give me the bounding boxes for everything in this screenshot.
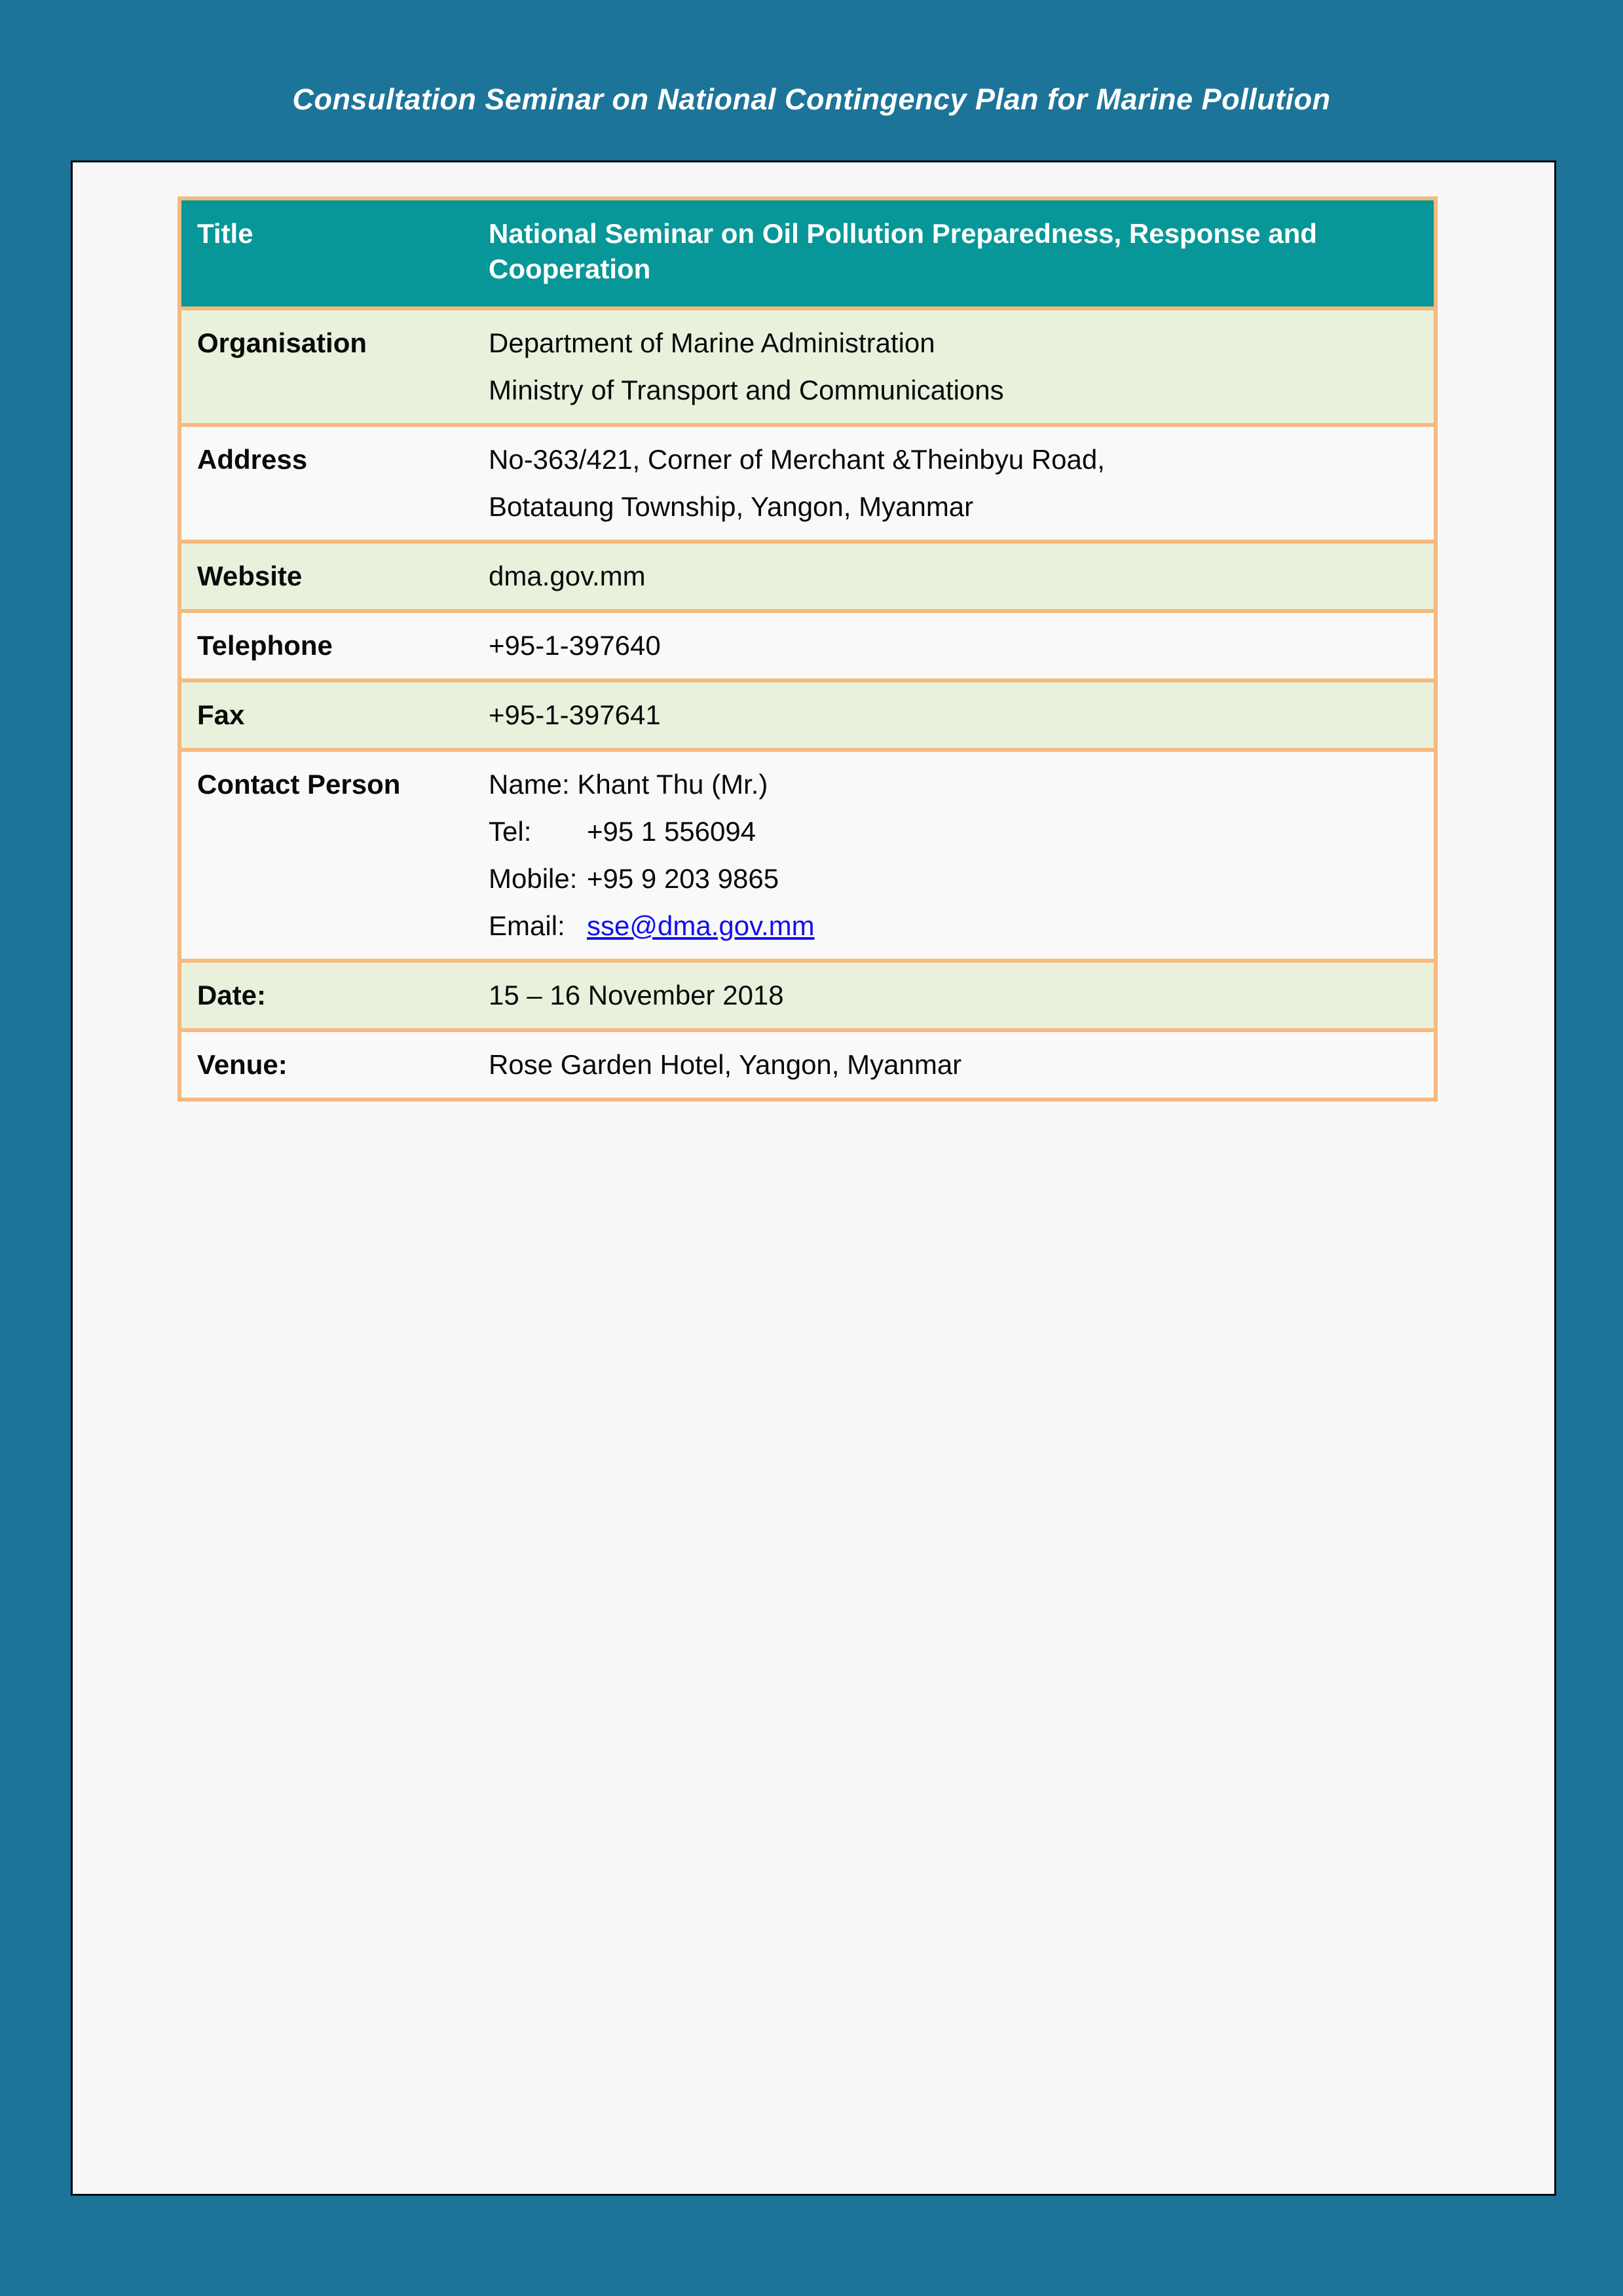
row-value-website: dma.gov.mm bbox=[489, 542, 1436, 611]
row-label-venue: Venue: bbox=[179, 1030, 489, 1100]
row-value-contact-person bbox=[489, 750, 1436, 961]
seminar-info-table bbox=[177, 196, 1438, 1102]
table-row-date bbox=[179, 961, 1436, 1030]
contact-tel-line bbox=[489, 808, 1415, 855]
contact-mobile-value: +95 9 203 9865 bbox=[587, 863, 779, 894]
organisation-line-1: Department of Marine Administration bbox=[489, 327, 935, 358]
table-row-contact-person bbox=[179, 750, 1436, 961]
row-label-telephone: Telephone bbox=[179, 611, 489, 680]
table-row-title bbox=[179, 198, 1436, 308]
row-value-telephone: +95-1-397640 bbox=[489, 611, 1436, 680]
row-label-title: Title bbox=[179, 198, 489, 308]
organisation-line-2: Ministry of Transport and Communications bbox=[489, 375, 1004, 405]
table-row-telephone bbox=[179, 611, 1436, 680]
table-row-address bbox=[179, 425, 1436, 542]
contact-mobile-label: Mobile: bbox=[489, 863, 578, 894]
contact-tel-label: Tel: bbox=[489, 816, 532, 847]
title-line-1: National Seminar on Oil Pollution Preparedness, Response and bbox=[489, 218, 1317, 249]
contact-email-line bbox=[489, 902, 1415, 950]
table-row-website bbox=[179, 542, 1436, 611]
table-row-fax bbox=[179, 680, 1436, 750]
contact-name-line: Name: Khant Thu (Mr.) bbox=[489, 769, 768, 800]
row-value-date: 15 – 16 November 2018 bbox=[489, 961, 1436, 1030]
row-value-address bbox=[489, 425, 1436, 542]
contact-email-label: Email: bbox=[489, 910, 565, 941]
document-page bbox=[71, 160, 1556, 2196]
row-value-organisation bbox=[489, 308, 1436, 425]
row-label-website: Website bbox=[179, 542, 489, 611]
email-link[interactable]: sse@dma.gov.mm bbox=[587, 910, 815, 941]
banner-title: Consultation Seminar on National Contingency Plan for Marine Pollution bbox=[292, 83, 1331, 116]
table-row-venue bbox=[179, 1030, 1436, 1100]
contact-tel-value: +95 1 556094 bbox=[587, 816, 756, 847]
title-line-2: Cooperation bbox=[489, 253, 651, 284]
row-value-venue: Rose Garden Hotel, Yangon, Myanmar bbox=[489, 1030, 1436, 1100]
address-line-2: Botataung Township, Yangon, Myanmar bbox=[489, 491, 974, 522]
row-value-title bbox=[489, 198, 1436, 308]
table-row-organisation bbox=[179, 308, 1436, 425]
row-label-organisation: Organisation bbox=[179, 308, 489, 425]
contact-mobile-line bbox=[489, 855, 1415, 902]
row-label-contact-person: Contact Person bbox=[179, 750, 489, 961]
row-value-fax: +95-1-397641 bbox=[489, 680, 1436, 750]
row-label-address: Address bbox=[179, 425, 489, 542]
row-label-date: Date: bbox=[179, 961, 489, 1030]
address-line-1: No-363/421, Corner of Merchant &Theinbyu Road, bbox=[489, 444, 1105, 475]
row-label-fax: Fax bbox=[179, 680, 489, 750]
